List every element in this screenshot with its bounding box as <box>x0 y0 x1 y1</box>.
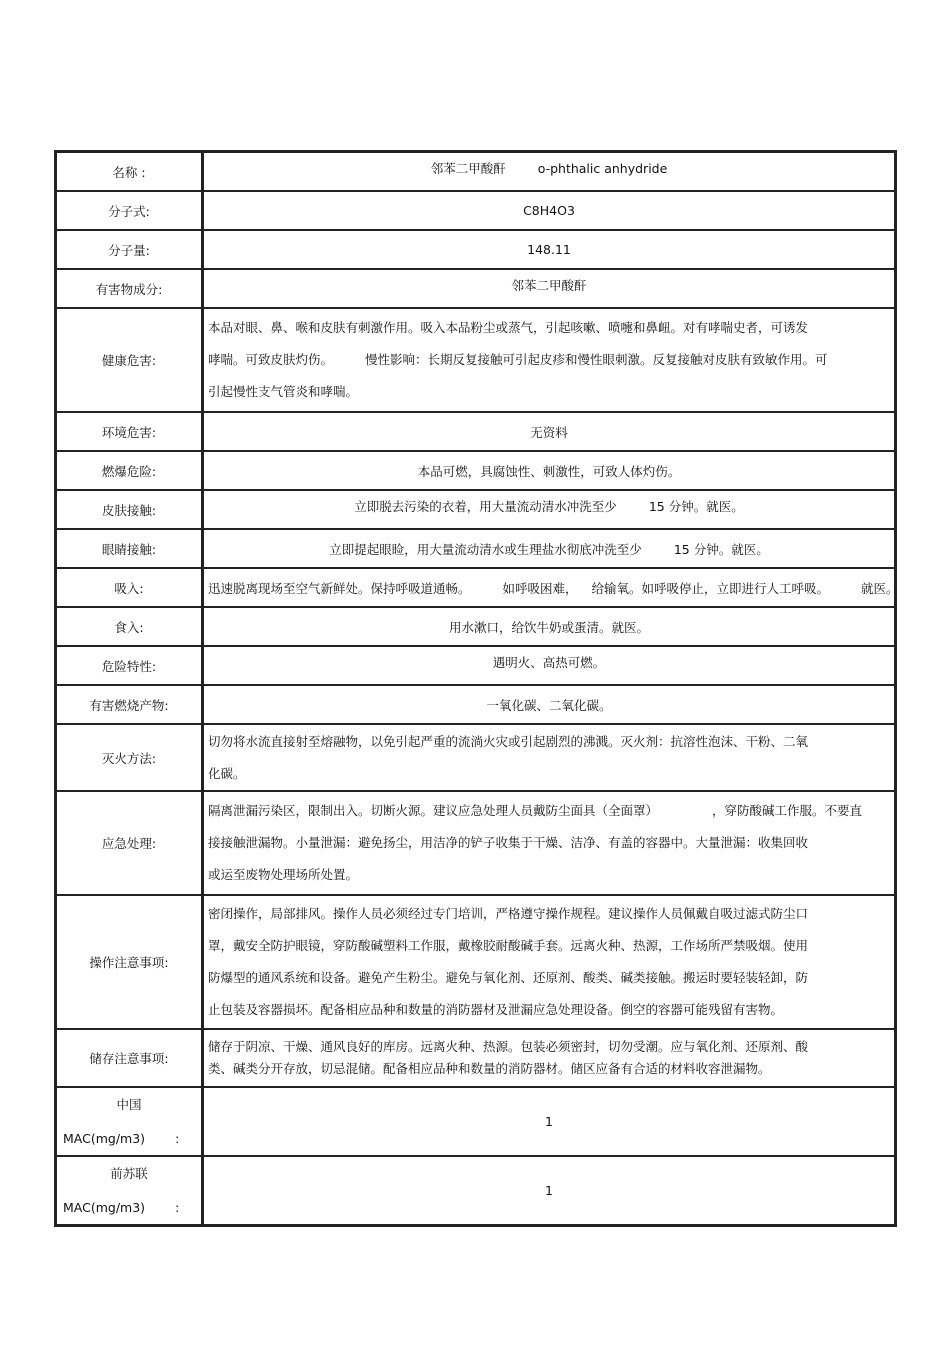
row-hazard-component <box>56 269 895 308</box>
mac-ussr-colon: : <box>175 1199 180 1215</box>
skin-text-b: 15 分钟。就医。 <box>648 499 744 514</box>
storage-line-1: 储存于阴凉、干燥、通风良好的库房。远离火种、热源。包装必须密封，切勿受潮。应与氧化剂、还原剂、酸 <box>208 1039 809 1054</box>
label-danger: 危险特性: <box>56 646 203 685</box>
mac-ussr-label-top: 前苏联 <box>110 1165 148 1181</box>
row-name <box>56 152 895 191</box>
row-eye <box>56 529 895 568</box>
value-eye <box>203 529 895 568</box>
value-mac-cn: 1 <box>203 1087 895 1156</box>
label-skin: 皮肤接触: <box>56 490 203 529</box>
value-name <box>203 152 895 191</box>
skin-text-a: 立即脱去污染的衣着，用大量流动清水冲洗至少 <box>354 499 617 514</box>
label-inhalation: 吸入: <box>56 568 203 607</box>
row-firefighting <box>56 724 895 791</box>
msds-table <box>54 150 897 1227</box>
row-fire-explosion <box>56 451 895 490</box>
mac-cn-label-bottom: MAC(mg/m3) <box>63 1130 146 1146</box>
handling-line-3: 防爆型的通风系统和设备。避免产生粉尘。避免与氧化剂、还原剂、酸类、碱类接触。搬运时要轻装轻卸，防 <box>208 970 809 985</box>
row-inhalation <box>56 568 895 607</box>
firefighting-line-1: 切勿将水流直接射至熔融物，以免引起严重的流淌火灾或引起剧烈的沸溅。灭火剂：抗溶性泡沫、干粉、二氧 <box>208 733 809 749</box>
label-hazard-component: 有害物成分: <box>56 269 203 308</box>
value-handling <box>203 895 895 1029</box>
label-name: 名称 : <box>56 152 203 191</box>
handling-line-1: 密闭操作，局部排风。操作人员必须经过专门培训，严格遵守操作规程。建议操作人员佩戴自吸过滤式防尘口 <box>208 906 809 921</box>
value-emergency <box>203 791 895 895</box>
row-ingestion <box>56 607 895 646</box>
firefighting-line-2: 化碳。 <box>208 765 246 781</box>
label-mac-cn <box>56 1087 203 1156</box>
row-formula <box>56 191 895 230</box>
health-line-1: 本品对眼、鼻、喉和皮肤有刺激作用。吸入本品粉尘或蒸气，引起咳嗽、喷嚏和鼻衄。对有哮喘史者，可诱发 <box>208 320 809 335</box>
value-danger: 遇明火、高热可燃。 <box>203 646 895 685</box>
inhalation-part-1: 迅速脱离现场至空气新鲜处。保持呼吸道通畅。 <box>208 580 471 596</box>
label-emergency: 应急处理: <box>56 791 203 895</box>
value-fire-explosion: 本品可燃，具腐蚀性、刺激性，可致人体灼伤。 <box>203 451 895 490</box>
value-storage <box>203 1029 895 1087</box>
mac-cn-colon: : <box>175 1130 180 1146</box>
name-cn: 邻苯二甲酸酐 <box>430 161 506 176</box>
label-environment: 环境危害: <box>56 412 203 451</box>
inhalation-part-4: 就医。 <box>861 580 899 596</box>
value-ingestion: 用水漱口，给饮牛奶或蛋清。就医。 <box>203 607 895 646</box>
label-health: 健康危害: <box>56 308 203 412</box>
emergency-line-1 <box>208 795 890 827</box>
storage-line-2: 类、碱类分开存放，切忌混储。配备相应品种和数量的消防器材。储区应备有合适的材料收容泄漏物。 <box>208 1061 771 1076</box>
row-health <box>56 308 895 412</box>
value-combustion: 一氧化碳、二氧化碳。 <box>203 685 895 724</box>
label-combustion: 有害燃烧产物: <box>56 685 203 724</box>
value-inhalation <box>203 568 899 607</box>
value-formula: C8H4O3 <box>203 191 895 230</box>
mac-cn-label-top: 中国 <box>116 1096 142 1112</box>
eye-text-b: 15 分钟。就医。 <box>673 541 769 557</box>
label-formula: 分子式: <box>56 191 203 230</box>
inhalation-part-2: 如呼吸困难， <box>502 580 578 596</box>
inhalation-part-3: 给输氧。如呼吸停止，立即进行人工呼吸。 <box>591 580 830 596</box>
label-mw: 分子量: <box>56 230 203 269</box>
label-firefighting: 灭火方法: <box>56 724 203 791</box>
row-storage <box>56 1029 895 1087</box>
value-health <box>203 308 895 412</box>
value-mac-ussr: 1 <box>203 1156 895 1225</box>
label-mac-ussr <box>56 1156 203 1225</box>
row-danger <box>56 646 895 685</box>
row-emergency <box>56 791 895 895</box>
label-storage: 储存注意事项: <box>56 1029 203 1087</box>
label-ingestion: 食入: <box>56 607 203 646</box>
row-combustion <box>56 685 895 724</box>
row-environment <box>56 412 895 451</box>
mac-ussr-label-bottom-wrap <box>63 1198 195 1218</box>
handling-line-4: 止包装及容器损坏。配备相应品种和数量的消防器材及泄漏应急处理设备。倒空的容器可能残留有害物。 <box>208 1002 784 1017</box>
row-handling <box>56 895 895 1029</box>
label-eye: 眼睛接触: <box>56 529 203 568</box>
label-fire-explosion: 燃爆危险: <box>56 451 203 490</box>
handling-line-2: 罩，戴安全防护眼镜，穿防酸碱塑料工作服，戴橡胶耐酸碱手套。远离火种、热源，工作场所严禁吸烟。使用 <box>208 938 809 953</box>
mac-cn-label-bottom-wrap <box>63 1129 195 1149</box>
value-hazard-component: 邻苯二甲酸酐 <box>203 269 895 308</box>
value-skin <box>203 490 895 529</box>
emergency-line-2: 接接触泄漏物。小量泄漏：避免扬尘，用洁净的铲子收集于干燥、洁净、有盖的容器中。大量泄漏：收集回收 <box>208 835 809 850</box>
emergency-line-1b: ，穿防酸碱工作服。不要直 <box>712 803 863 818</box>
value-environment: 无资料 <box>203 412 895 451</box>
mac-ussr-label-bottom: MAC(mg/m3) <box>63 1199 146 1215</box>
value-firefighting <box>203 724 895 791</box>
health-line-2a: 哮喘。可致皮肤灼伤。 <box>208 352 334 367</box>
emergency-line-3: 或运至废物处理场所处置。 <box>208 867 359 882</box>
emergency-line-1a: 隔离泄漏污染区，限制出入。切断火源。建议应急处理人员戴防尘面具（全面罩） <box>208 803 659 818</box>
health-line-3: 引起慢性支气管炎和哮喘。 <box>208 384 359 399</box>
health-line-2 <box>208 344 890 376</box>
eye-text-a: 立即提起眼睑，用大量流动清水或生理盐水彻底冲洗至少 <box>329 541 642 557</box>
health-line-2b: 慢性影响：长期反复接触可引起皮疹和慢性眼刺激。反复接触对皮肤有致敏作用。可 <box>365 352 828 367</box>
row-mw <box>56 230 895 269</box>
row-skin <box>56 490 895 529</box>
value-mw: 148.11 <box>203 230 895 269</box>
label-handling: 操作注意事项: <box>56 895 203 1029</box>
row-mac-cn <box>56 1087 895 1156</box>
name-en: o-phthalic anhydride <box>537 161 668 176</box>
row-mac-ussr <box>56 1156 895 1225</box>
